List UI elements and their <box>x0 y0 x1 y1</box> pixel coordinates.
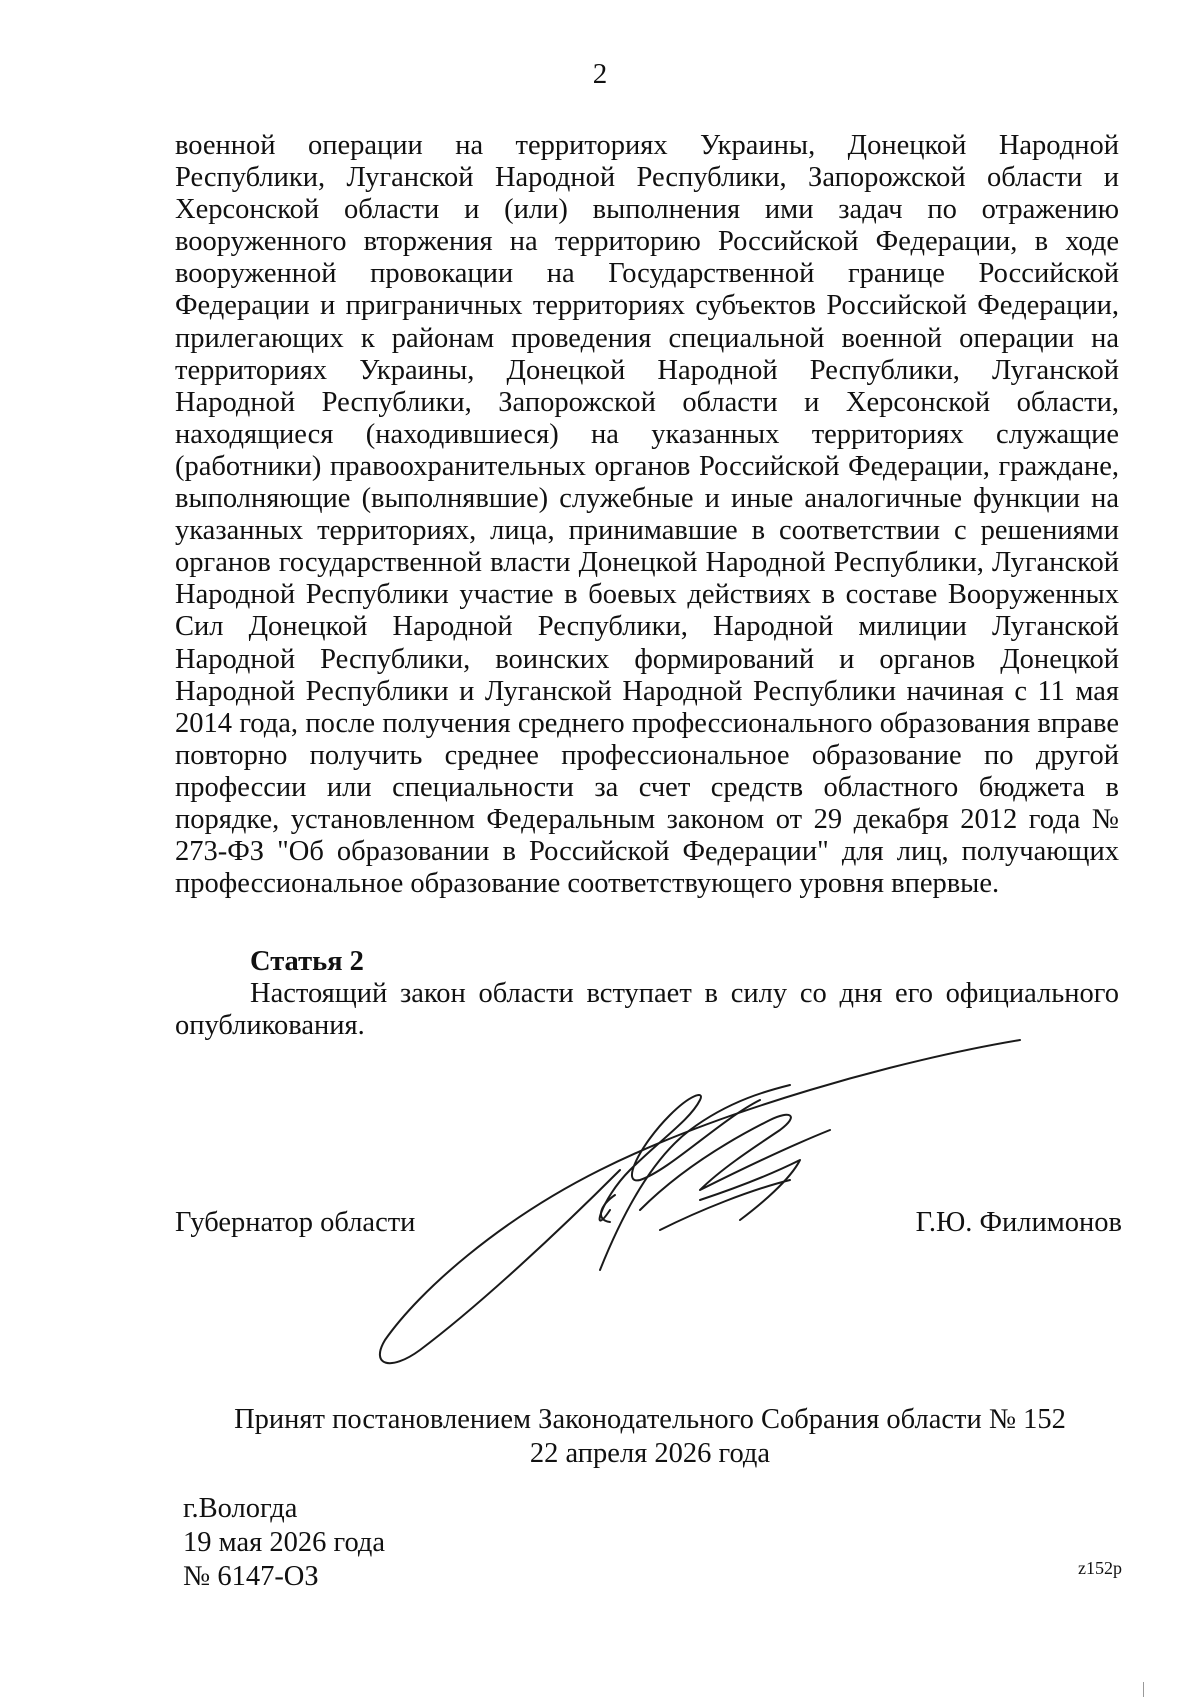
article-heading: Статья 2 <box>250 946 364 977</box>
adoption-resolution: Принят постановлением Законодательного Собрания области № 152 <box>234 1404 1066 1435</box>
scan-edge-mark <box>1143 1682 1144 1697</box>
page-number: 2 <box>592 58 608 90</box>
city: г.Вологда <box>183 1493 298 1524</box>
document-code: z152р <box>1078 1558 1122 1578</box>
signatory-position: Губернатор области <box>175 1207 416 1238</box>
law-text-paragraph: военной операции на территориях Украины, Донецкой Народной Республики, Луганской Народной Республики, Запорожской области и Херсонской области и (или) выполнения ими задач по отражению вооруженного вторжения на территорию Российской Федерации, в ходе вооруженной провокации на Государственной границе Российской Федерации и приграничных территориях субъектов Российской Федерации, прилегающих к районам проведения специальной военной операции на территориях Украины, Донецкой Народной Республики, Луганской Народной Республики, Запорожской области и Херсонской области, находящиеся (находившиеся) на указанных территориях служащие (работники) правоохранительных органов Российской Федерации, граждане, выполняющие (выполнявшие) служебные и иные аналогичные функции на указанных территориях, лица, принимавшие в соответствии с решениями органов государственной власти Донецкой Народной Республики, Луганской Народной Республики участие в боевых действиях в составе Вооруженных Сил Донецкой Народной Республики, Народной милиции Луганской Народной Республики, воинских формирований и органов Донецкой Народной Республики и Луганской Народной Республики начиная с 11 мая 2014 года, после получения среднего профессионального образования вправе повторно получить среднее профессиональное образование по другой профессии или специальности за счет средств областного бюджета в порядке, установленном Федеральным законом от 29 декабря 2012 года № 273-ФЗ "Об образовании в Российской Федерации" для лиц, получающих профессиональное образование соответствующего уровня впервые. <box>175 130 1119 900</box>
signatory-name: Г.Ю. Филимонов <box>915 1207 1122 1238</box>
article-text: Настоящий закон области вступает в силу со дня его официального опубликования. <box>175 978 1119 1042</box>
adoption-note <box>0 1403 1200 1471</box>
adoption-date: 22 апреля 2026 года <box>529 1438 771 1469</box>
signing-date: 19 мая 2026 года <box>183 1527 386 1558</box>
law-number: № 6147-ОЗ <box>183 1561 319 1592</box>
law-footer <box>183 1492 385 1594</box>
